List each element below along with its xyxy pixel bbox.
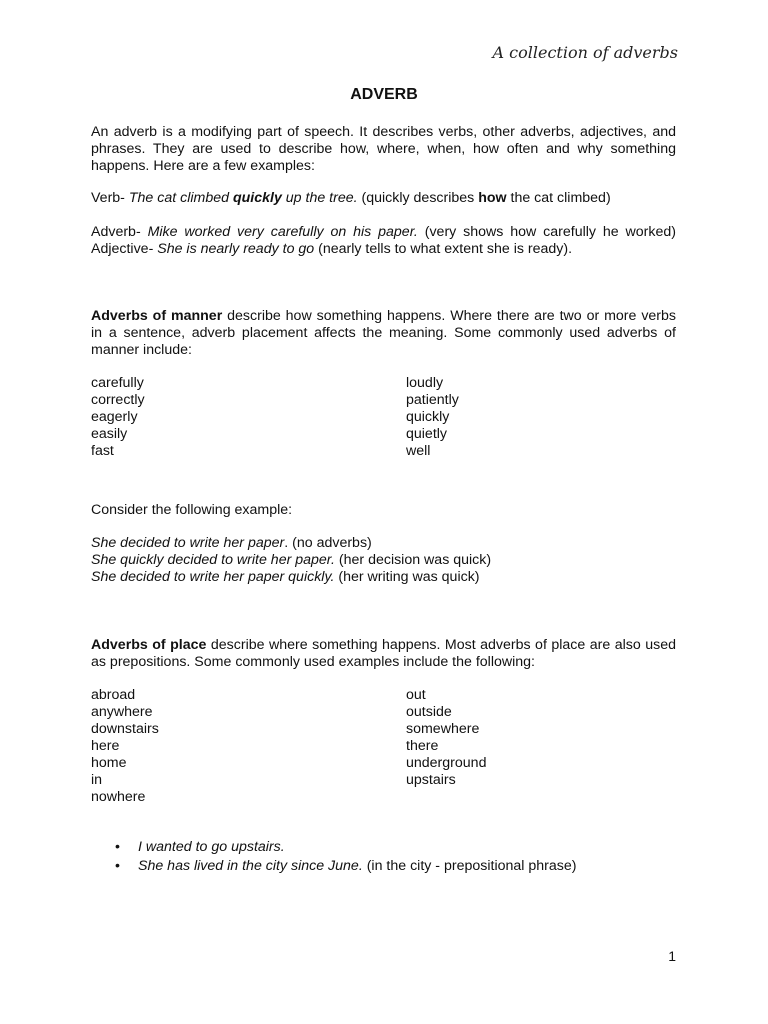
place-right-column bbox=[406, 687, 486, 789]
list-item: upstairs bbox=[406, 772, 456, 788]
intro-paragraph bbox=[91, 124, 676, 175]
bullet-item bbox=[91, 839, 676, 858]
manner-right-column bbox=[406, 375, 459, 460]
bullet-note: (in the city - prepositional phrase) bbox=[362, 858, 577, 874]
list-item: here bbox=[91, 738, 120, 754]
list-item: eagerly bbox=[91, 409, 138, 425]
list-item: fast bbox=[91, 443, 114, 459]
example-note: . (no adverbs) bbox=[284, 535, 372, 551]
example-note: (her writing was quick) bbox=[334, 569, 480, 585]
verb-example bbox=[91, 190, 676, 207]
bullet-sentence: I wanted to go upstairs. bbox=[138, 839, 285, 855]
manner-paragraph bbox=[91, 308, 676, 359]
example-sentence: She decided to write her paper bbox=[91, 535, 285, 551]
list-item: quickly bbox=[406, 409, 450, 425]
example-line bbox=[91, 552, 676, 569]
bullet-sentence: She has lived in the city since June. bbox=[138, 858, 363, 874]
list-item: patiently bbox=[406, 392, 459, 408]
list-item: there bbox=[406, 738, 439, 754]
example-sentence: She decided to write her paper quickly. bbox=[91, 569, 335, 585]
intro-text: An adverb is a modifying part of speech. It describes verbs, other adverbs, adjectives, and phrases. They are used to describe how, where, when, how often and why something happens. Here are a few examples: bbox=[91, 124, 676, 174]
list-item: somewhere bbox=[406, 721, 480, 737]
adverb-note: (very shows how carefully he worked) Adjective- bbox=[91, 224, 676, 257]
example-bullet-list bbox=[91, 839, 676, 877]
adverb-label: Adverb- bbox=[91, 224, 148, 240]
page-title: ADVERB bbox=[350, 86, 418, 103]
bullet-item bbox=[91, 858, 676, 877]
adverb-example bbox=[91, 224, 676, 258]
list-item: anywhere bbox=[91, 704, 153, 720]
list-item: in bbox=[91, 772, 103, 788]
bullet-icon: • bbox=[115, 858, 120, 874]
example-line bbox=[91, 569, 676, 586]
list-item: loudly bbox=[406, 375, 444, 391]
list-item: out bbox=[406, 687, 426, 703]
verb-note-start: (quickly describes bbox=[357, 190, 479, 206]
example-note: (her decision was quick) bbox=[334, 552, 492, 568]
list-item: abroad bbox=[91, 687, 136, 703]
list-item: well bbox=[406, 443, 431, 459]
adverb-sentence: Mike worked very carefully on his paper. bbox=[147, 224, 418, 240]
list-item: easily bbox=[91, 426, 128, 442]
list-item: quietly bbox=[406, 426, 448, 442]
place-text: describe where something happens. Most adverbs of place are also used as prepositions. Some commonly used examples include the following: bbox=[91, 637, 677, 670]
manner-left-column bbox=[91, 375, 145, 460]
adjective-note: (nearly tells to what extent she is ready). bbox=[314, 241, 573, 257]
place-left-column bbox=[91, 687, 159, 806]
verb-sentence-end: up the tree. bbox=[281, 190, 358, 206]
verb-sentence-bold: quickly bbox=[232, 190, 282, 206]
example-sentence: She quickly decided to write her paper. bbox=[91, 552, 335, 568]
verb-note-bold: how bbox=[478, 190, 507, 206]
page-number: 1 bbox=[668, 948, 676, 964]
consider-examples bbox=[91, 535, 676, 586]
verb-label: Verb- bbox=[91, 190, 129, 206]
running-head: A collection of adverbs bbox=[492, 43, 678, 62]
list-item: underground bbox=[406, 755, 487, 771]
verb-note-end: the cat climbed) bbox=[506, 190, 611, 206]
bullet-icon: • bbox=[115, 839, 120, 855]
list-item: nowhere bbox=[91, 789, 146, 805]
list-item: home bbox=[91, 755, 127, 771]
manner-heading: Adverbs of manner bbox=[91, 308, 223, 324]
adjective-sentence: She is nearly ready to go bbox=[157, 241, 315, 257]
verb-sentence-start: The cat climbed bbox=[128, 190, 233, 206]
example-line bbox=[91, 535, 676, 552]
list-item: downstairs bbox=[91, 721, 159, 737]
place-heading: Adverbs of place bbox=[91, 637, 207, 653]
list-item: correctly bbox=[91, 392, 145, 408]
place-paragraph bbox=[91, 637, 676, 671]
list-item: outside bbox=[406, 704, 452, 720]
list-item: carefully bbox=[91, 375, 144, 391]
manner-text: describe how something happens. Where there are two or more verbs in a sentence, adverb placement affects the meaning. Some commonly used adverbs of manner include: bbox=[91, 308, 677, 358]
consider-intro: Consider the following example: bbox=[91, 502, 293, 518]
